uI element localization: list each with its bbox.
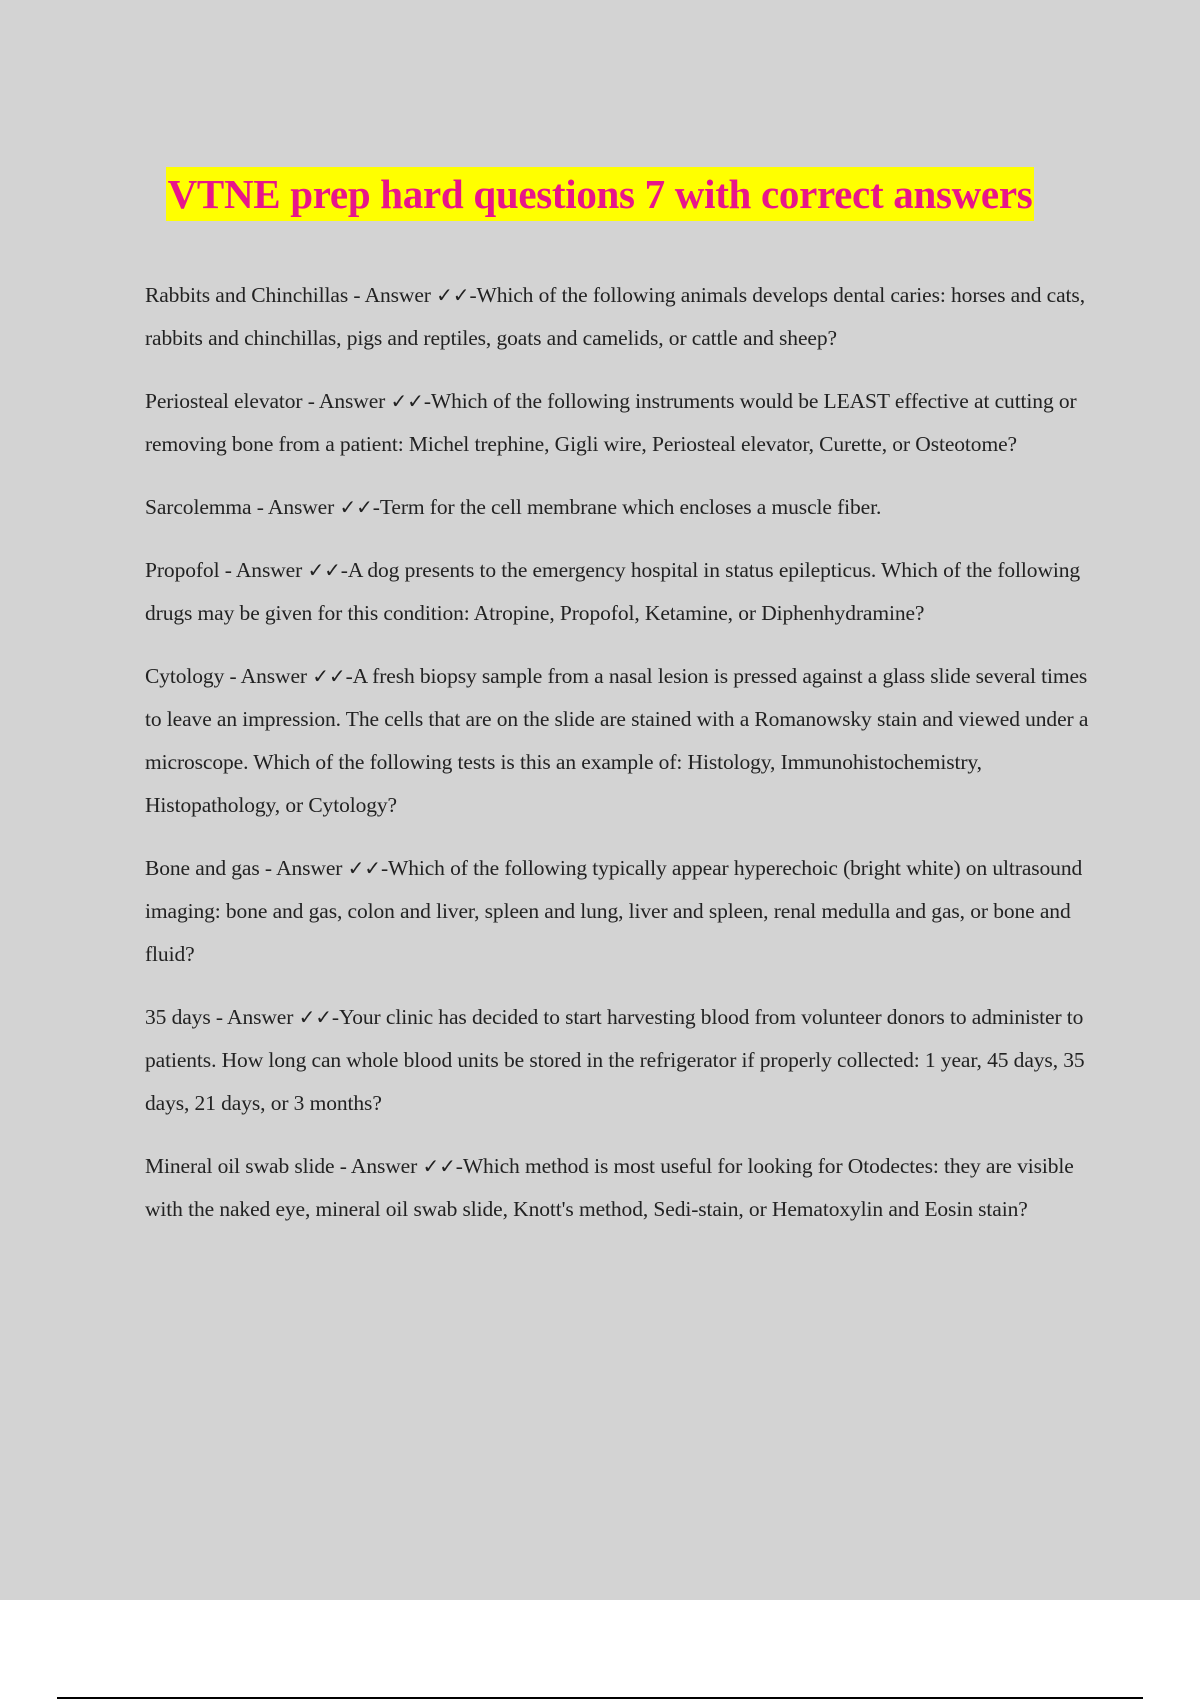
double-check-icon: ✓✓ xyxy=(436,283,470,307)
qa-question: -A dog presents to the emergency hospital in status epilepticus. Which of the following drugs may be given for this condition: Atropine, Propofol, Ketamine, or Diphenhydramine? xyxy=(145,558,1081,625)
qa-question: -Your clinic has decided to start harvesting blood from volunteer donors to administer to patients. How long can whole blood units be stored in the refrigerator if properly collected: 1 year, 45 days, 35 days, 21 days, or 3 months? xyxy=(145,1005,1085,1115)
qa-answer: Bone and gas xyxy=(145,856,260,880)
qa-list xyxy=(145,274,1095,1251)
qa-answer: Sarcolemma xyxy=(145,495,252,519)
answer-separator: - Answer xyxy=(219,558,308,582)
qa-item xyxy=(145,486,1095,529)
qa-answer: Cytology xyxy=(145,664,225,688)
qa-question: -A fresh biopsy sample from a nasal lesion is pressed against a glass slide several times to leave an impression. The cells that are on the slide are stained with a Romanowsky stain and viewed under a microscope. Which of the following tests is this an example of: Histology, Immunohistochemistry, Histopathology, or Cytology? xyxy=(145,664,1089,817)
title-block xyxy=(0,167,1200,221)
qa-item xyxy=(145,549,1095,635)
answer-separator: - Answer xyxy=(348,283,437,307)
answer-separator: - Answer xyxy=(210,1005,299,1029)
qa-item xyxy=(145,1145,1095,1231)
answer-separator: - Answer xyxy=(302,389,391,413)
double-check-icon: ✓✓ xyxy=(339,495,373,519)
qa-item xyxy=(145,996,1095,1125)
qa-item xyxy=(145,847,1095,976)
answer-separator: - Answer xyxy=(259,856,348,880)
document-title: VTNE prep hard questions 7 with correct answers xyxy=(166,167,1035,221)
double-check-icon: ✓✓ xyxy=(312,664,346,688)
qa-question: -Term for the cell membrane which encloses a muscle fiber. xyxy=(372,495,882,519)
double-check-icon: ✓✓ xyxy=(307,558,341,582)
qa-answer: Propofol xyxy=(145,558,220,582)
qa-item xyxy=(145,274,1095,360)
footer-divider xyxy=(57,1697,1143,1699)
answer-separator: - Answer xyxy=(334,1154,423,1178)
qa-question: -Which of the following animals develops dental caries: horses and cats, rabbits and chinchillas, pigs and reptiles, goats and camelids, or cattle and sheep? xyxy=(145,283,1085,350)
answer-separator: - Answer xyxy=(251,495,340,519)
qa-answer: Mineral oil swab slide xyxy=(145,1154,335,1178)
double-check-icon: ✓✓ xyxy=(347,856,381,880)
double-check-icon: ✓✓ xyxy=(422,1154,456,1178)
qa-question: -Which of the following typically appear hyperechoic (bright white) on ultrasound imaging: bone and gas, colon and liver, spleen and lung, liver and spleen, renal medulla and gas, or bone and fluid? xyxy=(145,856,1083,966)
double-check-icon: ✓✓ xyxy=(390,389,424,413)
qa-item xyxy=(145,655,1095,827)
qa-item xyxy=(145,380,1095,466)
qa-answer: Rabbits and Chinchillas xyxy=(145,283,349,307)
answer-separator: - Answer xyxy=(224,664,313,688)
qa-question: -Which method is most useful for looking for Otodectes: they are visible with the naked eye, mineral oil swab slide, Knott's method, Sedi-stain, or Hematoxylin and Eosin stain? xyxy=(145,1154,1074,1221)
double-check-icon: ✓✓ xyxy=(298,1005,332,1029)
qa-question: -Which of the following instruments would be LEAST effective at cutting or removing bone from a patient: Michel trephine, Gigli wire, Periosteal elevator, Curette, or Osteotome? xyxy=(145,389,1077,456)
qa-answer: Periosteal elevator xyxy=(145,389,303,413)
qa-answer: 35 days xyxy=(145,1005,211,1029)
